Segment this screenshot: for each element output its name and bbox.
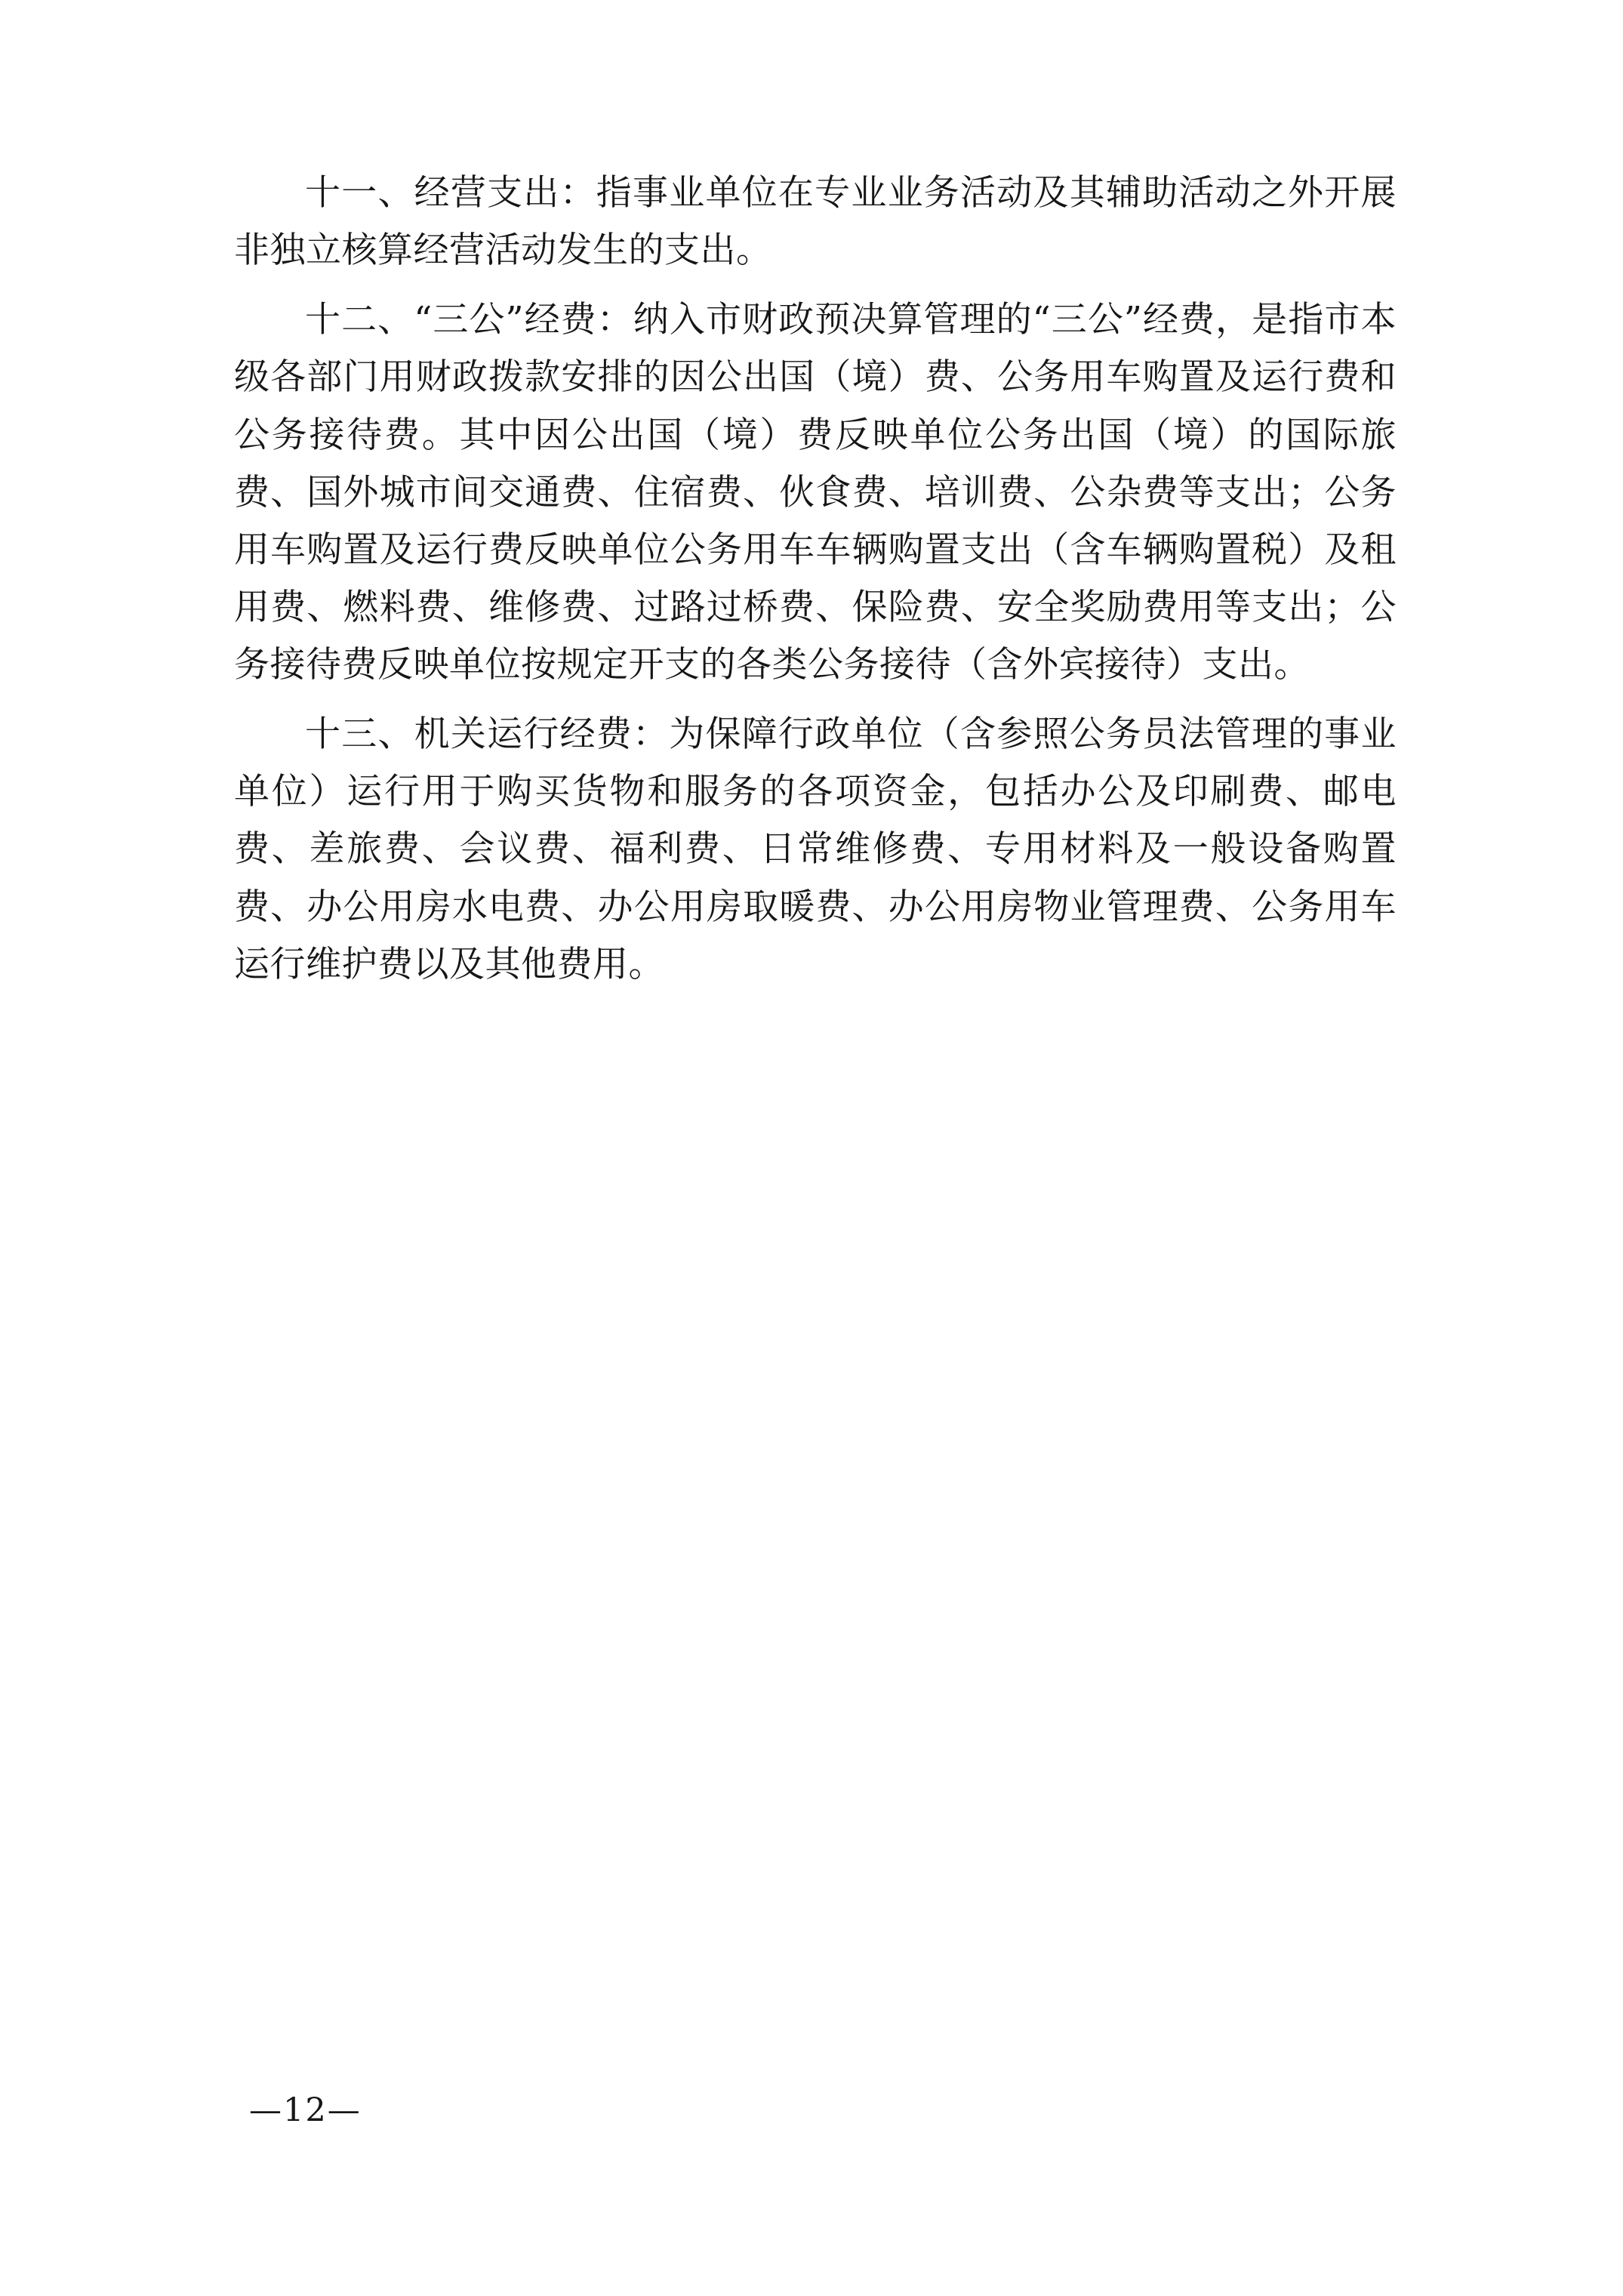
- paragraph-12: 十二、“三公”经费：纳入市财政预决算管理的“三公”经费，是指市本级各部门用财政拨款安排的因公出国（境）费、公务用车购置及运行费和公务接待费。其中因公出国（境）费反映单位公务出国（境）的国际旅费、国外城市间交通费、住宿费、伙食费、培训费、公杂费等支出；公务用车购置及运行费反映单位公务用车车辆购置支出（含车辆购置税）及租用费、燃料费、维修费、过路过桥费、保险费、安全奖励费用等支出；公务接待费反映单位按规定开支的各类公务接待（含外宾接待）支出。: [234, 299, 1397, 686]
- document-body: [234, 165, 1397, 1006]
- page-number: —12—: [249, 2091, 362, 2129]
- paragraph-11: 十一、经营支出：指事业单位在专业业务活动及其辅助活动之外开展非独立核算经营活动发生的支出。: [234, 172, 1397, 272]
- paragraph-13: 十三、机关运行经费：为保障行政单位（含参照公务员法管理的事业单位）运行用于购买货物和服务的各项资金，包括办公及印刷费、邮电费、差旅费、会议费、福利费、日常维修费、专用材料及一般设备购置费、办公用房水电费、办公用房取暖费、办公用房物业管理费、公务用车运行维护费以及其他费用。: [234, 713, 1397, 985]
